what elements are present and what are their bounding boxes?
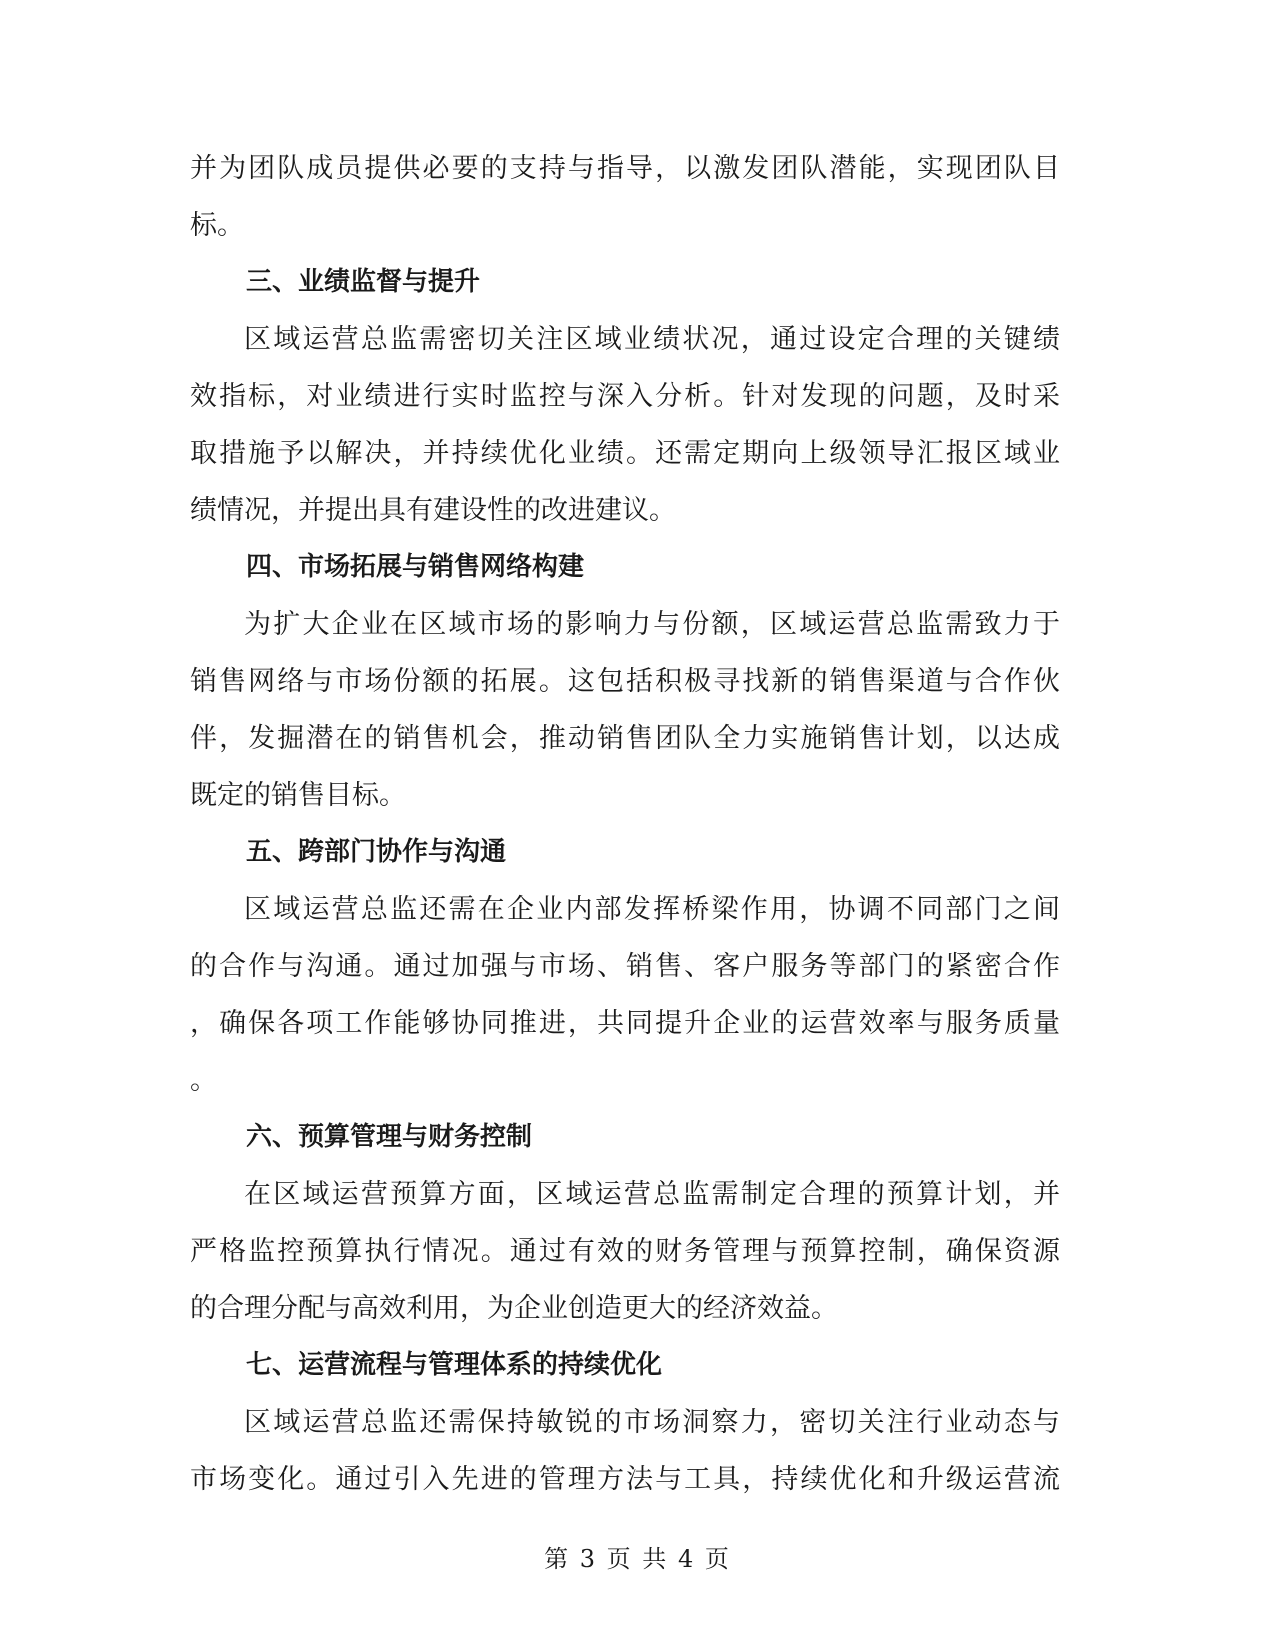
- paragraph-line: 销售网络与市场份额的拓展。这包括积极寻找新的销售渠道与合作伙: [190, 666, 1060, 697]
- paragraph-line: 的合作与沟通。通过加强与市场、销售、客户服务等部门的紧密合作: [190, 951, 1060, 982]
- paragraph-line: 并为团队成员提供必要的支持与指导，以激发团队潜能，实现团队目: [190, 153, 1060, 184]
- section-heading: 六、预算管理与财务控制: [246, 1122, 533, 1152]
- paragraph-line: 为扩大企业在区域市场的影响力与份额，区域运营总监需致力于: [244, 609, 1060, 640]
- paragraph-line: 区域运营总监需密切关注区域业绩状况，通过设定合理的关键绩: [244, 324, 1060, 355]
- paragraph-line: 取措施予以解决，并持续优化业绩。还需定期向上级领导汇报区域业: [190, 438, 1060, 469]
- paragraph-line: ，确保各项工作能够协同推进，共同提升企业的运营效率与服务质量: [190, 1008, 1060, 1039]
- paragraph-line: 市场变化。通过引入先进的管理方法与工具，持续优化和升级运营流: [190, 1464, 1060, 1495]
- section-heading: 七、运营流程与管理体系的持续优化: [246, 1350, 663, 1380]
- paragraph-line: 区域运营总监还需保持敏锐的市场洞察力，密切关注行业动态与: [244, 1407, 1060, 1438]
- paragraph-line: 绩情况，并提出具有建设性的改进建议。: [190, 495, 676, 526]
- document-body: [190, 140, 1060, 1508]
- section-heading: 五、跨部门协作与沟通: [246, 837, 507, 867]
- section-heading: 四、市场拓展与销售网络构建: [246, 552, 585, 582]
- paragraph-line: 严格监控预算执行情况。通过有效的财务管理与预算控制，确保资源: [190, 1236, 1060, 1267]
- paragraph-line: 既定的销售目标。: [190, 780, 406, 811]
- paragraph-line: 标。: [190, 210, 244, 241]
- paragraph-line: 在区域运营预算方面，区域运营总监需制定合理的预算计划，并: [244, 1179, 1060, 1210]
- paragraph-line: 。: [190, 1065, 217, 1096]
- paragraph-line: 效指标，对业绩进行实时监控与深入分析。针对发现的问题，及时采: [190, 381, 1060, 412]
- section-heading: 三、业绩监督与提升: [246, 267, 481, 297]
- paragraph-line: 伴，发掘潜在的销售机会，推动销售团队全力实施销售计划，以达成: [190, 723, 1060, 754]
- paragraph-line: 的合理分配与高效利用，为企业创造更大的经济效益。: [190, 1293, 838, 1324]
- paragraph-line: 区域运营总监还需在企业内部发挥桥梁作用，协调不同部门之间: [244, 894, 1060, 925]
- page-footer: 第 3 页 共 4 页: [544, 1545, 731, 1573]
